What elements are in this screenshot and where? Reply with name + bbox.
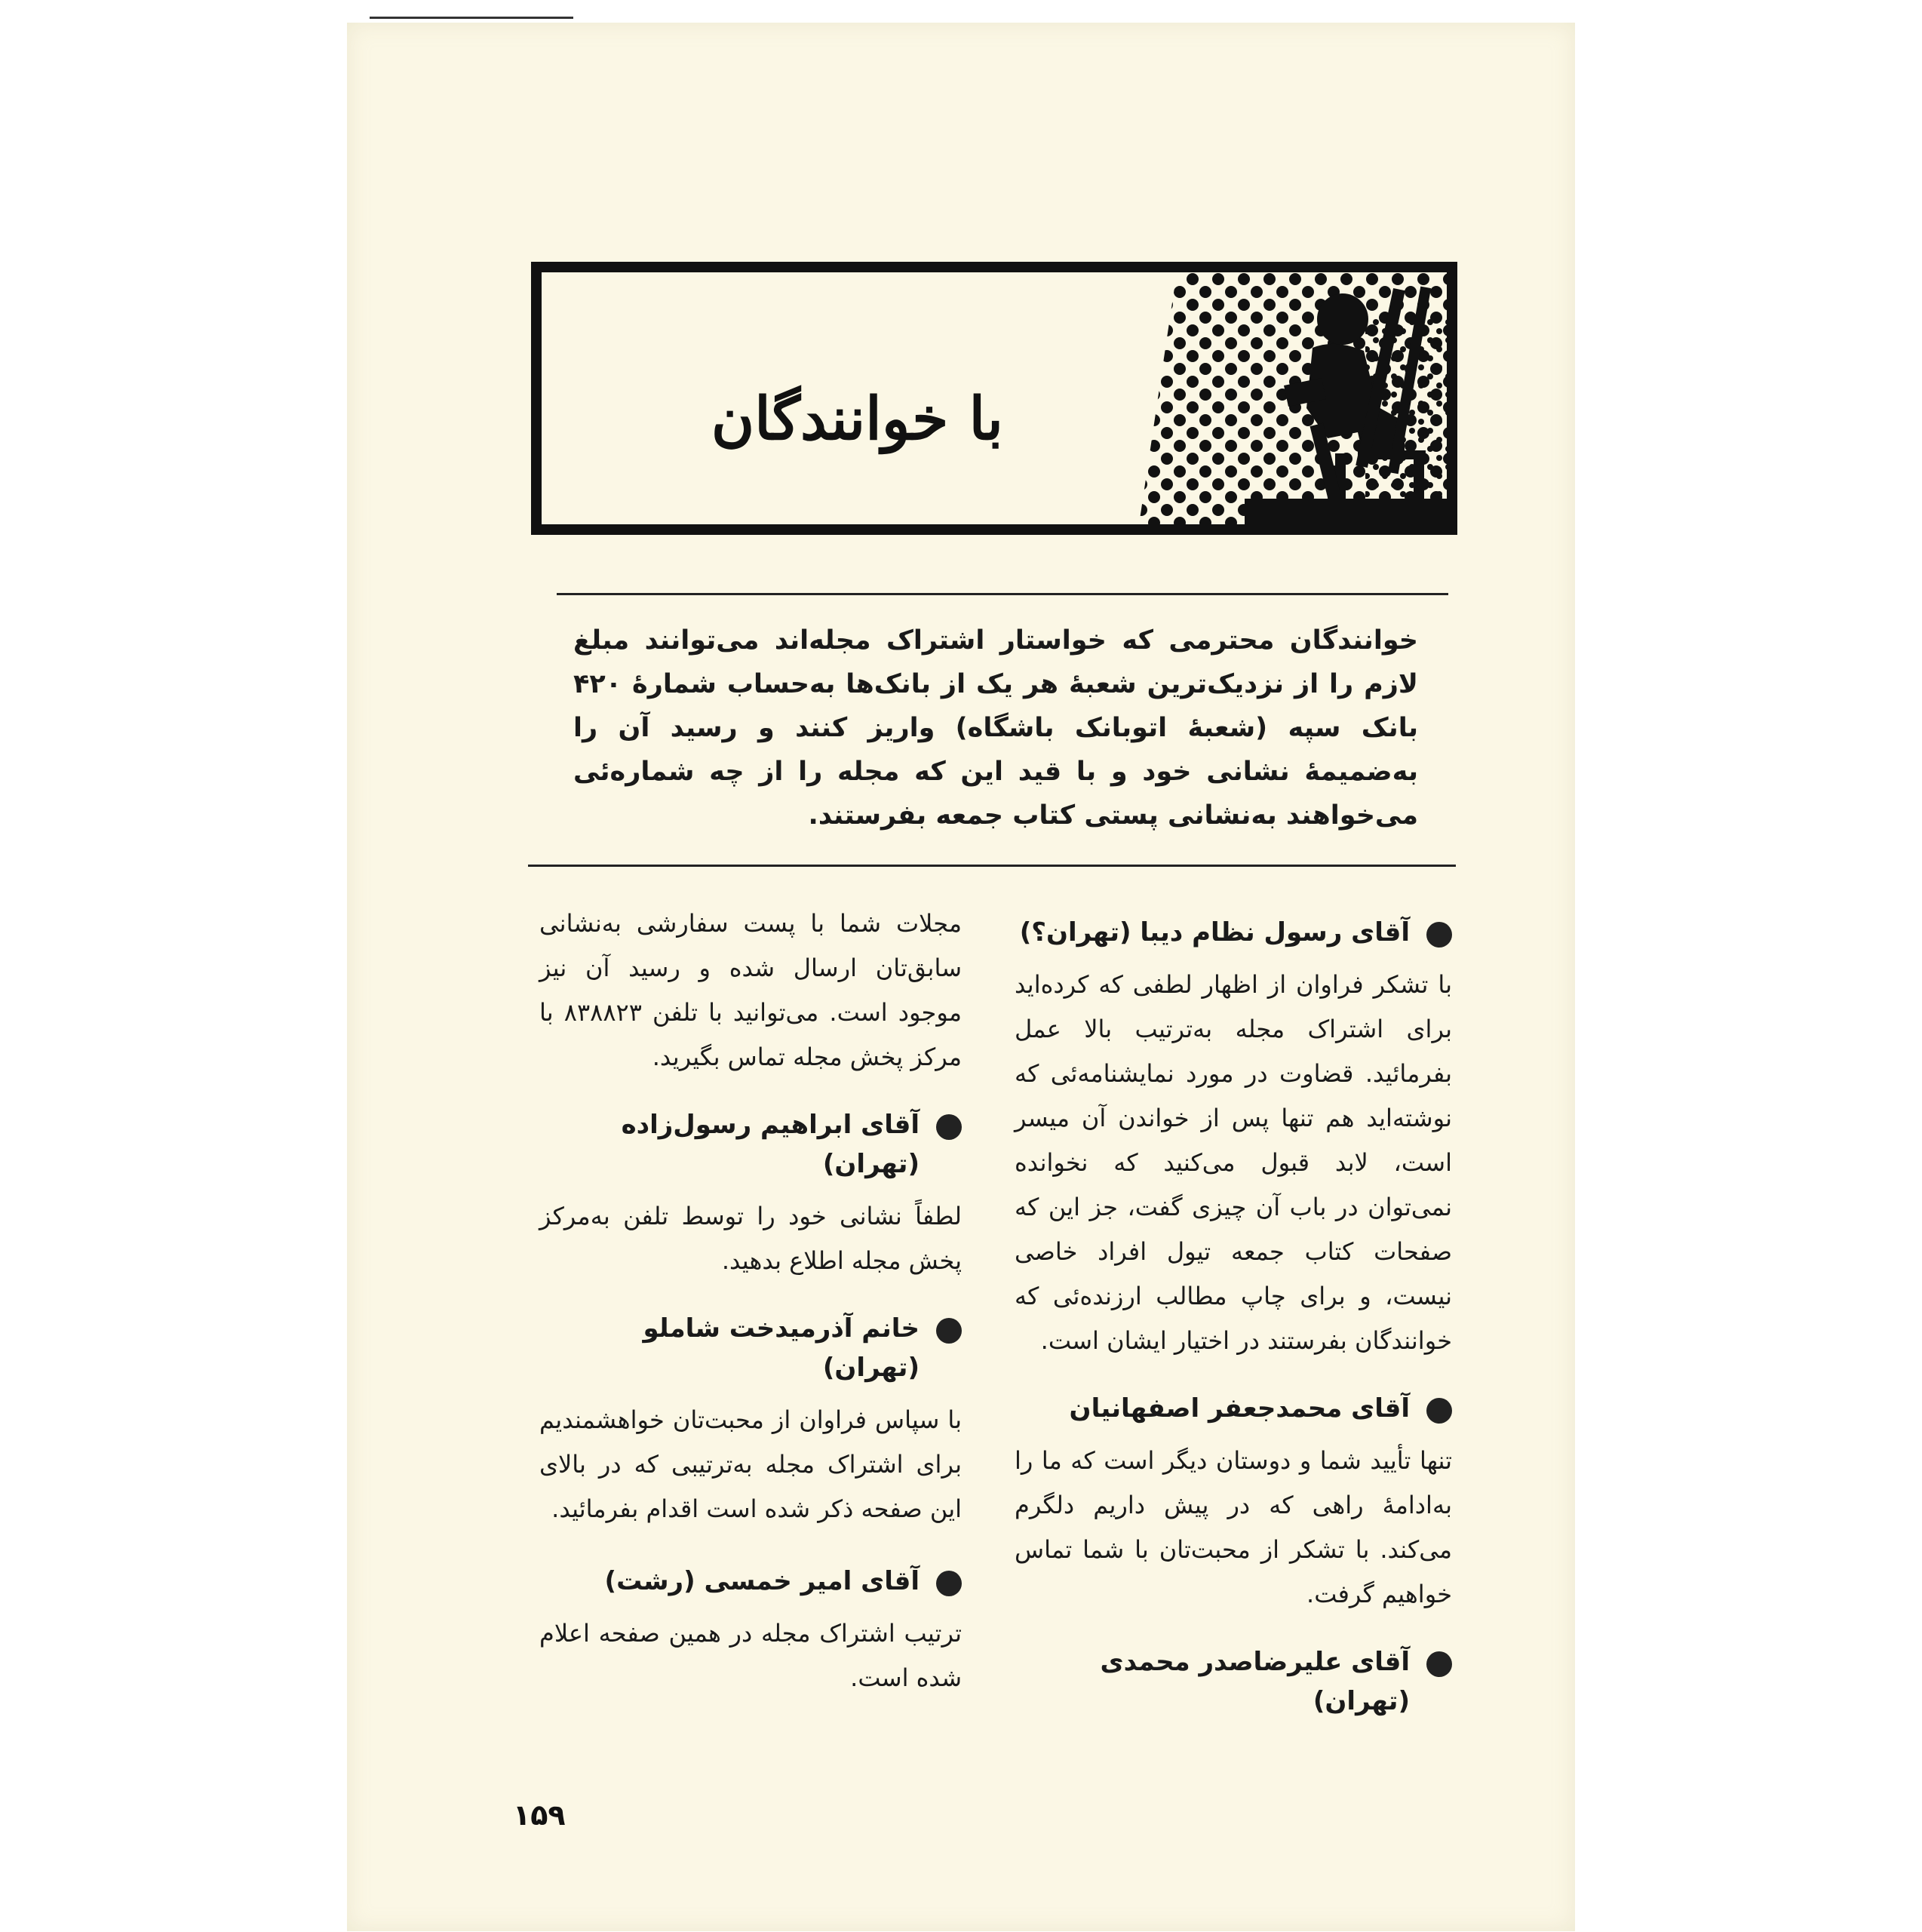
reply-text: با تشکر فراوان از اظهار لطفی که کرده‌اید برای اشتراک مجله به‌ترتیب بالا عمل بفرمائید. قضاوت در مورد نمایشنامه‌ئی که نوشته‌اید هم تنها پس از خواندن آن میسر است، لابد قبول می‌کنید که نخوانده نمی‌توان در باب آن چیزی گفت، جز این که صفحات کتاب جمعه تیول افراد خاصی نیست، و برای چاپ مطالب ارزنده‌ئی که خوانندگان بفرستند در اختیار ایشان است. [1015, 970, 1452, 1355]
reader-name [539, 1309, 962, 1387]
reader-name-text: آقای امیر خمسی (رشت) [604, 1566, 920, 1596]
bullet-icon [936, 1114, 962, 1140]
bullet-icon [936, 1571, 962, 1596]
bullet-icon [936, 1318, 962, 1344]
scan-edge [370, 17, 573, 19]
reply-text: تنها تأیید شما و دوستان دیگر است که ما را به‌ادامهٔ راهی که در پیش داریم دلگرم می‌کند. با تشکر از محبت‌تان با شما تماس خواهیم گرفت. [1015, 1446, 1452, 1608]
reader-name-text: آقای ابراهیم رسول‌زاده (تهران) [621, 1110, 920, 1179]
bullet-icon [1426, 1398, 1452, 1424]
reader-name-text: آقای علیرضاصدر محمدی (تهران) [1100, 1647, 1410, 1716]
reader-name-text: آقای رسول نظام دیبا (تهران؟) [1019, 917, 1410, 948]
reader-name [539, 1562, 962, 1601]
reader-name [1015, 1389, 1452, 1428]
top-rule [557, 593, 1448, 595]
bullet-icon [1426, 1651, 1452, 1677]
reader-name [539, 1105, 962, 1184]
bottom-rule [528, 865, 1456, 867]
reply-text: ترتیب اشتراک مجله در همین صفحه اعلام شده است. [539, 1619, 962, 1692]
reply-text: لطفاً نشانی خود را توسط تلفن به‌مرکز پخش مجله اطلاع بدهید. [539, 1202, 962, 1275]
reader-silhouette-illustration [1109, 272, 1447, 524]
reply-text: با سپاس فراوان از محبت‌تان خواهشمندیم برای اشتراک مجله به‌ترتیبی که در بالای این صفحه ذکر شده است اقدام بفرمائید. [539, 1405, 962, 1523]
page-title: با خوانندگان [711, 385, 1003, 453]
reply-text: مجلات شما با پست سفارشی به‌نشانی سابق‌تان ارسال شده و رسید آن نیز موجود است. می‌توانید با تلفن ۸۳۸۸۲۳ با مرکز پخش مجله تماس بگیرید. [539, 909, 963, 1071]
reader-name-text: خانم آذرمیدخت شاملو (تهران) [643, 1313, 920, 1383]
page-number: ۱۵۹ [513, 1798, 566, 1832]
reader-name [1015, 913, 1452, 952]
reader-name-text: آقای محمدجعفر اصفهانیان [1069, 1393, 1410, 1424]
bullet-icon [1426, 922, 1452, 948]
left-column [539, 901, 962, 1762]
reader-name [1015, 1642, 1452, 1721]
right-column [1015, 913, 1452, 1788]
subscription-notice: خوانندگان محترمی که خواستار اشتراک مجله‌اند می‌توانند مبلغ لازم را از نزدیک‌ترین شعبهٔ هر یک از بانک‌ها به‌حساب شمارهٔ ۴۲۰ بانک سپه (شعبهٔ اتوبانک باشگاه) واریز کنند و رسید آن را به‌ضمیمهٔ نشانی خود و با قید این که مجله را از چه شماره‌ئی می‌خواهند به‌نشانی پستی کتاب جمعه بفرستند. [573, 625, 1418, 831]
